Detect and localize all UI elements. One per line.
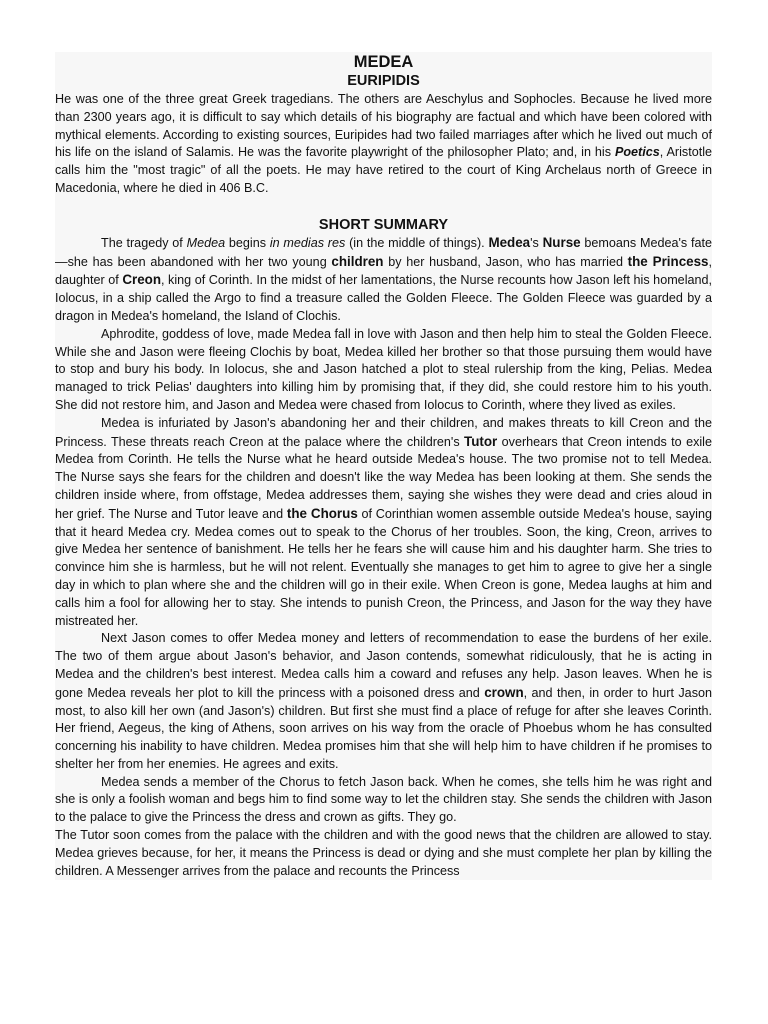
character-princess: the Princess: [627, 253, 709, 269]
document-page: [55, 52, 712, 880]
summary-paragraph-2: Aphrodite, goddess of love, made Medea fall in love with Jason and then help him to steal the Golden Fleece. While she and Jason were fleeing Clochis by boat, Medea killed her brother so that those pursuing them would have to stop and bury his body. In Iolocus, she and Jason hatched a plot to steal rulership from the king, Pelias. Medea managed to trick Pelias' daughters into killing him by promising that, if they did, she could restore him to his youth. She did not restore him, and Jason and Medea were chased from Iolocus to Corinth, where they lived as exiles.: [55, 326, 712, 412]
summary-paragraph-1: The tragedy of Medea begins in medias res (in the middle of things). Medea's Nurse bemoans Medea's fate—she has been abandoned with her two young children by her husband, Jason, who has married the Princess, daughter of Creon, king of Corinth. In the midst of her lamentations, the Nurse recounts how Jason left his homeland, Iolocus, in a ship called the Argo to find a treasure called the Golden Fleece. The Golden Fleece was guarded by a dragon in Medea's homeland, the Island of Clochis.: [55, 234, 713, 323]
summary-paragraph-6: The Tutor soon comes from the palace with the children and with the good news that the children are allowed to stay. Medea grieves because, for her, it means the Princess is dead or dying and she must complete her plan by killing the children. A Messenger arrives from the palace and recounts the Princess: [55, 828, 712, 878]
summary-paragraph-4: Next Jason comes to offer Medea money and letters of recommendation to ease the burdens of her exile. The two of them argue about Jason's behavior, and Jason contends, somewhat ridiculously, that he is acting in Medea and the children's best interest. Medea calls him a coward and refuses any help. Jason leaves. When he is gone Medea reveals her plot to kill the princess with a poisoned dress and crown, and then, in order to hurt Jason most, to also kill her own (and Jason's) children. But first she must find a place of refuge for after she leaves Corinth. Her friend, Aegeus, the king of Athens, soon arrives on his way from the oracle of Phoebus whom he has consulted concerning his inability to have children. Medea promises him that she will help him to have children if he promises to shelter her from her enemies. He agrees and exits.: [55, 631, 712, 771]
summary-paragraph-3: Medea is infuriated by Jason's abandoning her and their children, and makes threats to kill Creon and the Princess. These threats reach Creon at the palace where the children's Tutor overhears that Creon intends to exile Medea from Corinth. He tells the Nurse what he heard outside Medea's house. The two promise not to tell Medea. The Nurse says she fears for the children and doesn't like the way Medea has been looking at them. She sends the children inside where, from offstage, Medea addresses them, saying she wishes they were dead and cries aloud in her grief. The Nurse and Tutor leave and the Chorus of Corinthian women assemble outside Medea's house, saying that it heard Medea cry. Medea comes out to speak to the Chorus of her troubles. Soon, the king, Creon, arrives to give Medea her sentence of banishment. He tells her he fears she will cause him and his daughter harm. She tries to convince him she is harmless, but he will not relent. Eventually she manages to get him to agree to give her a single day in which to plan where she and the children will go in their exile. When Creon is gone, Medea laughs at him and calls him a fool for allowing her to stay. She intends to punish Creon, the Princess, and Jason for the way they have mistreated her.: [55, 415, 712, 628]
summary-heading: SHORT SUMMARY: [318, 216, 449, 233]
poetics-title: Poetics: [614, 145, 660, 160]
document-title: MEDEA: [353, 53, 414, 71]
character-nurse: Nurse: [542, 234, 581, 250]
character-medea: Medea: [488, 234, 531, 250]
object-crown: crown: [484, 684, 524, 700]
character-creon: Creon: [122, 272, 162, 288]
summary-paragraph-5: Medea sends a member of the Chorus to fetch Jason back. When he comes, she tells him he was right and she is only a foolish woman and begs him to find some way to let the children stay. She sends the children with Jason to the palace to give the Princess the dress and crown as gifts. They go.: [55, 774, 712, 825]
character-chorus: the Chorus: [286, 505, 358, 521]
character-children: children: [331, 253, 384, 269]
character-tutor: Tutor: [464, 433, 498, 449]
biography-paragraph: He was one of the three great Greek tragedians. The others are Aeschylus and Sophocles. Because he lived more than 2300 years ago, it is difficult to say which details of his biography are factual and which have been colored with mythical elements. According to existing sources, Euripides had two failed marriages after which he lived out much of his life on the island of Salamis. He was the favorite playwright of the philosopher Plato; and, in his Poetics, Aristotle calls him the "most tragic" of all the poets. He may have retired to the court of King Archelaus north of Greece in Macedonia, where he died in 406 B.C.: [55, 92, 712, 195]
author-heading: EURIPIDIS: [347, 73, 420, 89]
